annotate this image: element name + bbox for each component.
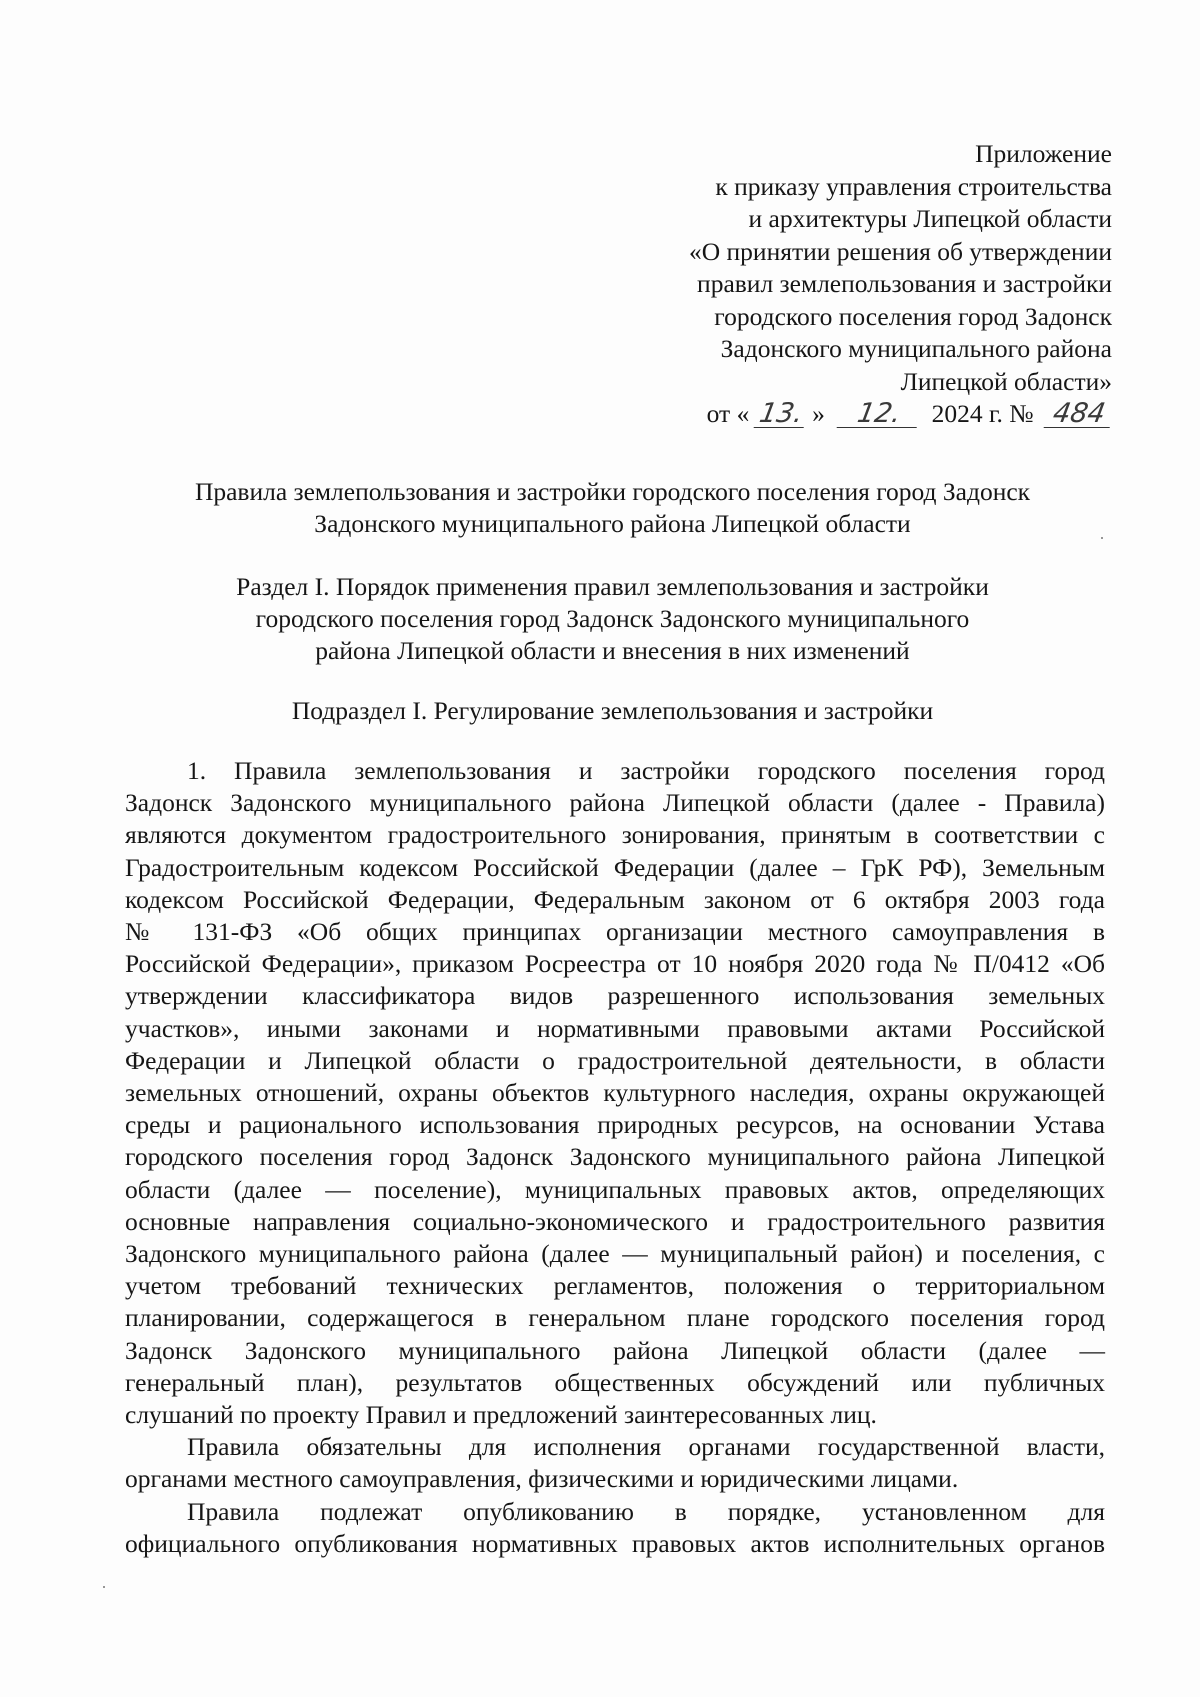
- paragraph-line: основные направления социально-экономического и градостроительного развития: [125, 1206, 1105, 1236]
- paragraph-line: Правила подлежат опубликованию в порядке, установленном для: [187, 1496, 1105, 1526]
- paragraph-line: являются документом градостроительного зонирования, принятым в соответствии с: [125, 820, 1105, 850]
- paragraph-line: утверждении классификатора видов разрешенного использования земельных: [125, 981, 1105, 1011]
- scan-speck: [103, 1586, 105, 1588]
- appendix-header: [512, 138, 1112, 431]
- paragraph-line: городского поселения город Задонск Задонского муниципального района Липецкой: [125, 1142, 1105, 1172]
- section-line: городского поселения город Задонск Задонского муниципального: [255, 604, 970, 633]
- section-line: Раздел I. Порядок применения правил землепользования и застройки: [236, 572, 989, 601]
- title-line: Правила землепользования и застройки городского поселения город Задонск: [194, 477, 1031, 506]
- handwritten-order-number: 484: [1044, 401, 1115, 428]
- paragraph-line: Правила обязательны для исполнения органами государственной власти,: [187, 1432, 1105, 1462]
- paragraph-line: Градостроительным кодексом Российской Федерации (далее – ГрК РФ), Земельным: [125, 852, 1105, 882]
- scan-speck: [1101, 537, 1103, 539]
- appendix-line: Задонского муниципального района: [720, 334, 1112, 363]
- paragraph-line: Задонск Задонского муниципального района Липецкой области (далее —: [125, 1335, 1105, 1365]
- section-line: района Липецкой области и внесения в них изменений: [315, 636, 910, 665]
- paragraph-line: органами местного самоуправления, физическими и юридическими лицами.: [125, 1464, 959, 1494]
- appendix-line: Липецкой области»: [900, 366, 1112, 396]
- title-line: Задонского муниципального района Липецкой области: [314, 509, 911, 538]
- appendix-line: и архитектуры Липецкой области: [748, 204, 1112, 233]
- document-title: [120, 476, 1105, 540]
- paragraph-line: Федерации и Липецкой области о градостроительной деятельности, в области: [125, 1045, 1105, 1075]
- date-mid: »: [812, 399, 825, 428]
- appendix-line: «О принятии решения об утверждении: [689, 236, 1112, 266]
- paragraph-line: слушаний по проекту Правил и предложений заинтересованных лиц.: [125, 1400, 877, 1430]
- paragraph-line: генеральный план), результатов общественных обсуждений или публичных: [125, 1367, 1105, 1397]
- paragraph-line: учетом требований технических регламентов, положения о территориальном: [125, 1271, 1105, 1301]
- body-text: [125, 755, 1105, 1560]
- paragraph-line: среды и рационального использования природных ресурсов, на основании Устава: [125, 1110, 1105, 1140]
- paragraph-line: Российской Федерации», приказом Росреестра от 10 ноября 2020 года № П/0412 «Об: [125, 949, 1105, 979]
- paragraph-line: официального опубликования нормативных правовых актов исполнительных органов: [125, 1528, 1105, 1558]
- paragraph-line: Задонского муниципального района (далее — муниципальный район) и поселения, с: [125, 1239, 1105, 1269]
- paragraph-line: земельных отношений, охраны объектов культурного наследия, охраны окружающей: [125, 1078, 1105, 1108]
- section-heading: [120, 571, 1105, 667]
- order-date-line: [512, 398, 1112, 431]
- date-prefix: от «: [706, 399, 750, 428]
- handwritten-day: 13.: [753, 401, 808, 428]
- paragraph-line: кодексом Российской Федерации, Федеральным законом от 6 октября 2003 года: [125, 884, 1105, 914]
- paragraph-line: планировании, содержащегося в генеральном плане городского поселения город: [125, 1303, 1105, 1333]
- appendix-line: к приказу управления строительства: [715, 171, 1112, 201]
- paragraph-line: № 131-ФЗ «Об общих принципах организации местного самоуправления в: [125, 917, 1105, 947]
- date-year: 2024 г. №: [931, 399, 1034, 428]
- subsection-title: Подраздел I. Регулирование землепользования и застройки: [291, 696, 934, 725]
- appendix-line: Приложение: [975, 139, 1112, 168]
- paragraph-line: области (далее — поселение), муниципальных правовых актов, определяющих: [125, 1174, 1105, 1204]
- paragraph-line: участков», иными законами и нормативными правовыми актами Российской: [125, 1013, 1105, 1043]
- paragraph-line: 1. Правила землепользования и застройки городского поселения город: [187, 756, 1105, 785]
- paragraph-line: Задонск Задонского муниципального района Липецкой области (далее - Правила): [125, 788, 1105, 818]
- subsection-heading: [120, 695, 1105, 727]
- handwritten-month: 12.: [837, 401, 922, 428]
- appendix-line: правил землепользования и застройки: [697, 269, 1112, 298]
- appendix-line: городского поселения город Задонск: [714, 301, 1112, 331]
